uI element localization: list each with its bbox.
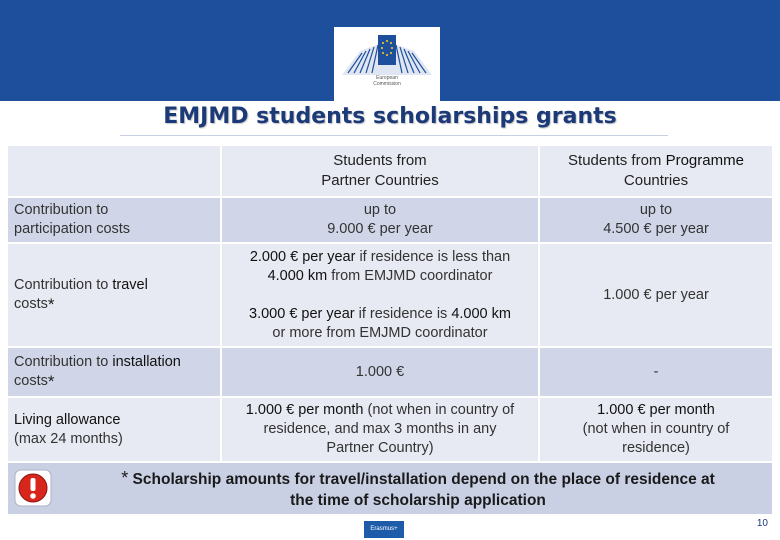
row-travel-programme: 1.000 € per year [540, 244, 772, 346]
row-living-label: Living allowance (max 24 months) [8, 398, 220, 461]
footnote-text: * Scholarship amounts for travel/installation depend on the place of residence at the time of scholarship application [121, 468, 715, 509]
row-living-partner: 1.000 € per month (not when in country of residence, and max 3 months in any Partner Country) [222, 398, 538, 461]
row-participation-label: Contribution to participation costs [8, 198, 220, 242]
european-commission-logo [334, 27, 440, 101]
row-travel-partner: 2.000 € per year if residence is less than 4.000 km from EMJMD coordinator 3.000 € per year if residence is 4.000 km or more from EMJMD coordinator [222, 244, 538, 346]
row-living-programme: 1.000 € per month (not when in country of residence) [540, 398, 772, 461]
row-installation-label: Contribution to installation costs* [8, 348, 220, 396]
page-number: 10 [756, 518, 768, 529]
warning-icon [14, 469, 52, 507]
table-header-partner: Students from Partner Countries [222, 146, 538, 196]
row-participation-programme: up to 4.500 € per year [540, 198, 772, 242]
row-installation-partner: 1.000 € [222, 348, 538, 396]
title-divider [120, 133, 668, 136]
table-header-empty [8, 146, 220, 196]
scholarship-footnote [8, 463, 772, 514]
row-installation-programme: - [540, 348, 772, 396]
table-header-programme: Students from Programme Countries [540, 146, 772, 196]
page-title: EMJMD students scholarships grants [163, 104, 617, 129]
logo-caption: European Commission [373, 75, 401, 87]
row-participation-partner: up to 9.000 € per year [222, 198, 538, 242]
berlaymont-building-icon [342, 33, 432, 75]
row-travel-label: Contribution to travel costs* [8, 244, 220, 346]
erasmus-plus-badge: Erasmus+ [364, 521, 404, 538]
